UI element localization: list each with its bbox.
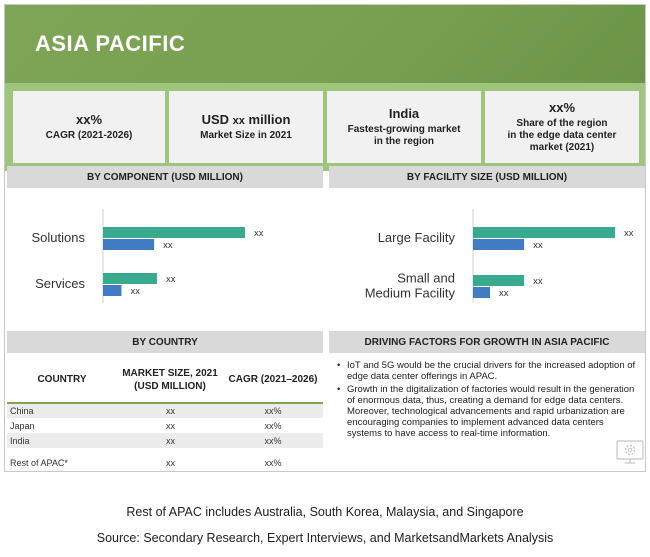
category-label: Services: [35, 276, 85, 291]
section-by-component: BY COMPONENT (USD MILLION): [7, 166, 323, 188]
bar-value-label: xx: [499, 288, 509, 299]
section-driving-factors: DRIVING FACTORS FOR GROWTH IN ASIA PACIFIC: [329, 331, 645, 353]
kpi-fastest-growing-label: Fastest-growing market in the region: [347, 124, 461, 147]
infographic-frame: [4, 4, 646, 472]
kpi-fastest-growing-value: India: [388, 106, 420, 121]
footnotes: [0, 505, 650, 557]
header-banner: [5, 5, 645, 83]
page-title: ASIA PACIFIC: [35, 31, 186, 56]
gear-screen-icon: [615, 437, 645, 465]
bar: [473, 239, 524, 250]
kpi-region-share: [485, 91, 639, 163]
kpi-cagr-label: CAGR (2021-2026): [45, 130, 133, 141]
kpi-fastest-growing: [327, 91, 481, 163]
table-row: [7, 418, 323, 433]
country-table: [7, 357, 323, 472]
cell-country: India: [7, 433, 117, 448]
bar: [103, 273, 157, 284]
cell-market-size: xx: [117, 403, 223, 418]
bar: [473, 275, 524, 286]
table-row: [7, 403, 323, 418]
cell-market-size: xx: [117, 433, 223, 448]
bar: [103, 285, 121, 296]
rest-of-apac-note: Rest of APAC includes Australia, South Korea, Malaysia, and Singapore: [126, 505, 524, 519]
bar-value-label: xx: [130, 286, 140, 297]
bar-value-label: xx: [254, 228, 264, 239]
bar: [103, 239, 154, 250]
category-label: Small and: [397, 270, 455, 286]
cell-country: Japan: [10, 420, 35, 431]
section-by-country: BY COUNTRY: [7, 331, 323, 353]
col-cagr: CAGR (2021–2026): [223, 357, 323, 403]
category-label: Medium Facility: [364, 285, 455, 301]
facility-bar-chart: [329, 189, 645, 327]
table-row: [7, 433, 323, 448]
kpi-cagr: [13, 91, 165, 163]
cell-cagr: xx%: [223, 403, 323, 418]
bar: [473, 227, 615, 238]
bar: [103, 227, 245, 238]
kpi-market-size-value: USD xx million: [201, 112, 291, 127]
driving-factors-list: [329, 357, 646, 472]
kpi-cagr-value: xx%: [75, 112, 103, 127]
list-item: • IoT and 5G would be the crucial drivers for the increased adoption of edge data center offerings in APAC.: [337, 360, 639, 382]
cell-market-size: xx: [166, 458, 175, 468]
kpi-market-size-label: Market Size in 2021: [200, 130, 292, 141]
source-note: Source: Secondary Research, Expert Interviews, and MarketsandMarkets Analysis: [96, 531, 554, 545]
col-market-size: MARKET SIZE, 2021 (USD MILLION): [117, 357, 223, 403]
bar: [473, 287, 490, 298]
bar-value-label: xx: [163, 240, 173, 251]
cell-market-size: xx: [166, 420, 175, 431]
kpi-market-size: [169, 91, 323, 163]
kpi-region-share-value: xx%: [548, 100, 576, 115]
cell-cagr: xx%: [223, 433, 323, 448]
kpi-region-share-label: Share of the region in the edge data center market (2021): [507, 118, 617, 153]
cell-cagr: xx%: [264, 458, 282, 468]
table-row: [7, 448, 323, 472]
category-label: Large Facility: [377, 230, 455, 245]
bar-value-label: xx: [533, 276, 543, 287]
list-item: • Growth in the digitalization of factories would result in the generation of enormous data, thus, creating a demand for edge data centers. Moreover, technological advancements and rapid urbanization are encouraging companies to implement advanced data centers systems to have access to real-time information.: [337, 384, 639, 439]
bar-value-label: xx: [533, 240, 543, 251]
component-bar-chart: [7, 189, 323, 327]
bar-value-label: xx: [165, 274, 176, 285]
section-by-facility: BY FACILITY SIZE (USD MILLION): [329, 166, 645, 188]
category-label: Solutions: [31, 230, 85, 245]
cell-country: Rest of APAC*: [10, 458, 68, 468]
col-country: COUNTRY: [7, 357, 117, 403]
cell-country: China: [7, 403, 117, 418]
bar-value-label: xx: [624, 228, 634, 239]
cell-cagr: xx%: [264, 420, 282, 431]
